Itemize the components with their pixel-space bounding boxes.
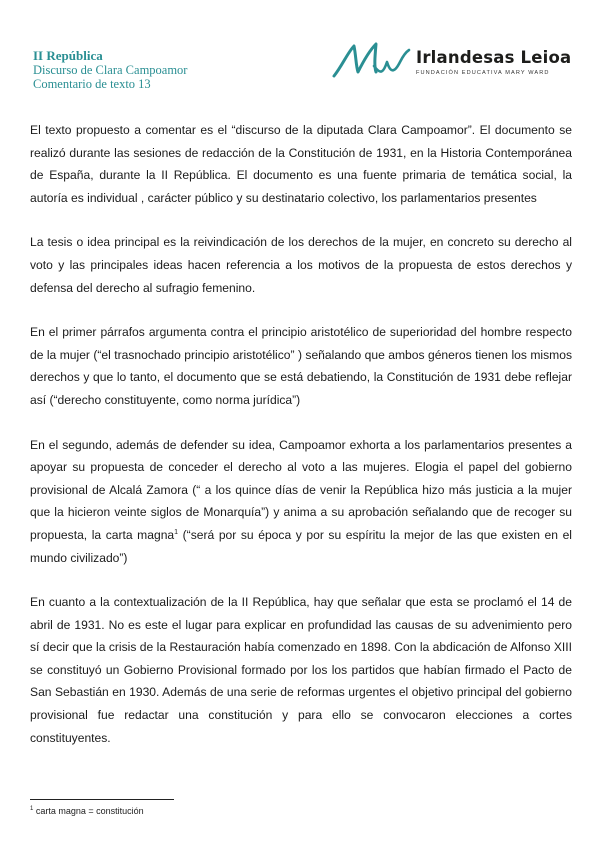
paragraph-text: En el segundo, además de defender su idea, Campoamor exhorta a los parlamentarios presentes a apoyar su propuesta de conceder el derecho al voto a las mujeres. Elogia el papel del gobierno provisional de Alcalá Zamora (“ a los quince días de venir la República hizo más justicia a la mujer que la hicieron veinte siglos de Monarquía”) y anima a su aprobación señalando que de recoger su propuesta, la carta magna — [30, 437, 572, 542]
footnote-marker: 1 — [30, 806, 34, 812]
logo-tagline: FUNDACIÓN EDUCATIVA MARY WARD — [416, 70, 550, 76]
footnote-reference[interactable]: 1 — [174, 528, 179, 536]
paragraph-context: En cuanto a la contextualización de la II República, hay que señalar que esta se proclamó el 14 de abril de 1931. No es este el lugar para explicar en profundidad las causas de su advenimiento pero sí decir que la crisis de la Restauración había comenzado en 1898. Con la abdicación de Alfonso XIII se constituyó un Gobierno Provisional formado por los los partidos que habían firmado el Pacto de San Sebastián en 1930. Además de una serie de reformas urgentes el objetivo principal del gobierno provisional fue redactar una constitución y para ello se convocaron elecciones a cortes constituyentes. — [30, 595, 572, 745]
footnote — [30, 806, 144, 816]
header-subtitle: Discurso de Clara Campoamor — [33, 63, 188, 77]
header-exercise: Comentario de texto 13 — [33, 77, 151, 91]
commentary-body — [30, 119, 572, 771]
header-title: II República — [33, 48, 103, 63]
paragraph-text: (“será por su época y por su espíritu la mejor de las que existen en el mundo civilizado”) — [30, 527, 572, 565]
paragraph-second-argument — [30, 434, 572, 570]
footnote-divider — [30, 799, 174, 800]
paragraph-first-argument: En el primer párrafos argumenta contra el principio aristotélico de superioridad del hombre respecto de la mujer (“el trasnochado principio aristotélico” ) señalando que ambos géneros tienen los mismos derechos y que lo tanto, el documento que se está debatiendo, la Constitución de 1931 debe reflejar así (“derecho constituyente, como norma jurídica”) — [30, 325, 572, 407]
document-header — [33, 49, 187, 91]
school-logo — [330, 40, 570, 86]
logo-name: Irlandesas Leioa — [416, 48, 572, 67]
paragraph-thesis: La tesis o idea principal es la reivindicación de los derechos de la mujer, en concreto su derecho al voto y las principales ideas hacen referencia a los motivos de la propuesta de estos derechos y defensa del derecho al sufragio femenino. — [30, 235, 572, 295]
mw-monogram-icon — [330, 40, 414, 86]
footnote-text: carta magna = constitución — [33, 806, 144, 816]
paragraph-introduction: El texto propuesto a comentar es el “discurso de la diputada Clara Campoamor”. El documento se realizó durante las sesiones de redacción de la Constitución de 1931, en la Historia Contemporánea de España, durante la II República. El documento es una fuente primaria de temática social, la autoría es individual , carácter público y su destinatario colectivo, los parlamentarios presentes — [30, 123, 572, 205]
